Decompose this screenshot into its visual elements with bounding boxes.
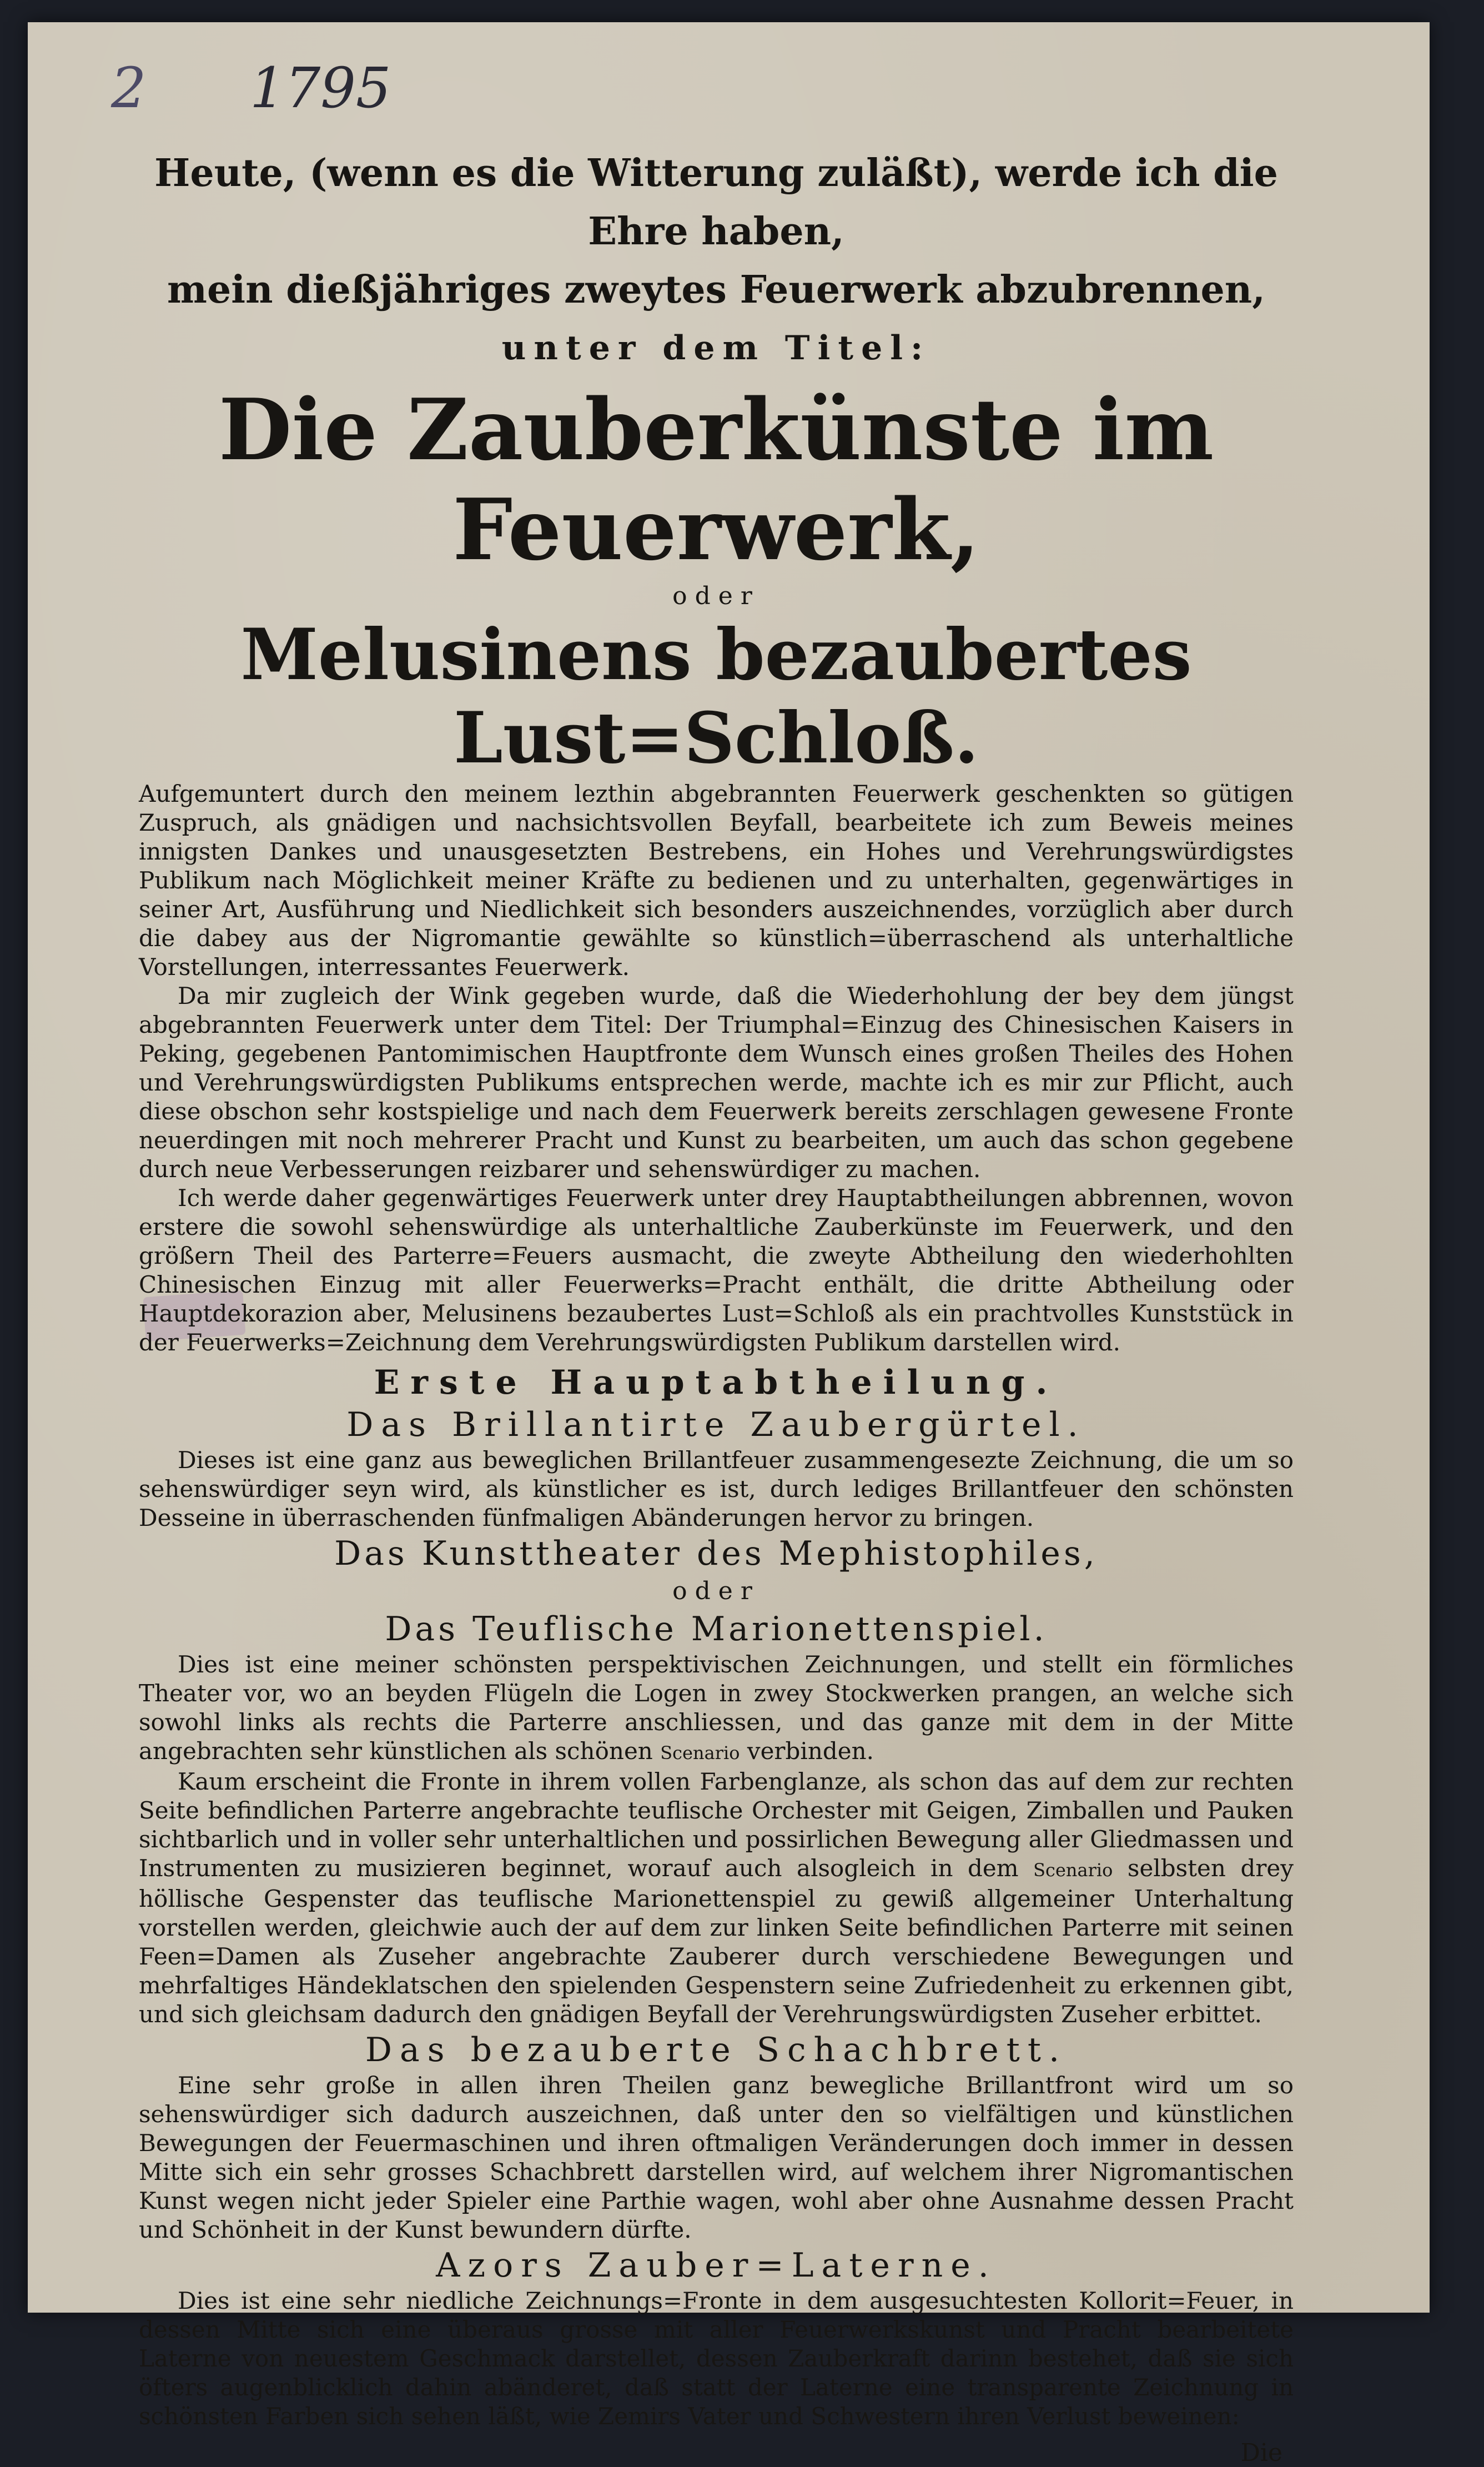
header-line-3: unter dem Titel: [501,329,931,368]
item-2-subtitle: Das Teuflische Marionettenspiel. [385,1610,1048,1649]
item-2-p2-scenario: Scenario [1033,1860,1113,1881]
item-2-paragraph-2 [139,1767,1294,2029]
intro-paragraph-3: Ich werde daher gegenwärtiges Feuerwerk unter drey Hauptabtheilungen abbrennen, wovon erstere die sowohl sehenswürdige als unterhaltliche Zauberkünste im Feuerwerk, und den größern Theil des Parterre=Feuers ausmacht, die zweyte Abtheilung den wiederhohlten Chinesischen Einzug mit aller Feuerwerks=Pracht enthält, die dritte Abtheilung oder Hauptdekorazion aber, Melusinens bezaubertes Lust=Schloß als ein prachtvolles Kunststück in der Feuerwerks=Zeichnung dem Verehrungswürdigsten Publikum darstellen wird. [139,1184,1294,1356]
item-2-title: Das Kunsttheater des Mephistophiles, [334,1534,1098,1573]
subtitle: Melusinens bezaubertes Lust=Schloß. [240,614,1192,779]
item-4-title: Azors Zauber=Laterne. [436,2246,997,2285]
item-2-p2-text-a: Kaum erscheint die Fronte in ihrem vollen Farbenglanze, als schon das auf dem zur rechten Seite befindlichen Parterre angebrachte teuflische Orchester mit Geigen, Zimballen und Pauken sichtbarlich und in voller sehr unterhaltlichen und possirlichen Bewegung aller Gliedmassen und Instrumenten zu musizieren beginnet, worauf auch alsogleich in dem [139,1768,1294,1882]
title-oder: oder [672,582,760,610]
paper-sheet [28,22,1430,2467]
header-line-1: Heute, (wenn es die Witterung zuläßt), werde ich die Ehre haben, [154,151,1278,254]
document-body [139,144,1294,2467]
item-2-p1-text-b: verbinden. [747,1737,874,1765]
item-3-text: Eine sehr große in allen ihren Theilen ganz bewegliche Brillantfront wird um so sehenswürdiger sich dadurch auszeichnen, daß unter den so vielfältigen und künstlichen Bewegungen der Feuermaschinen und ihren oftmaligen Veränderungen doch immer in dessen Mitte sich ein sehr grosses Schachbrett darstellen wird, auf welchem ihrer Nigromantischen Kunst wegen nicht jeder Spieler eine Parthie wagen, wohl aber ohne Ausnahme dessen Pracht und Schönheit in der Kunst bewundern dürfte. [139,2072,1294,2243]
catchword: Die [1240,2439,1282,2467]
item-4-text: Dies ist eine sehr niedliche Zeichnungs=Fronte in dem ausgesuchtesten Kollorit=Feuer, in dessen Mitte sich eine überaus grosse mit aller Feuerwerkskunst und Pracht bearbeitete Laterne von neuestem Geschmack darstellet, dessen Zauberkraft darinn bestehet, daß sie sich öfters augenblicklich dahin abänderet, daß statt der Laterne eine transparente Zeichnung in schönsten Farben sich sehen läßt, wie Zemirs Vater und Schwestern ihren Verlust beweinen: [139,2287,1294,2430]
section-heading: Erste Hauptabtheilung. [374,1363,1059,1402]
page-number-annotation: 2 [111,56,147,120]
item-1-text: Dieses ist eine ganz aus beweglichen Brillantfeuer zusammengesezte Zeichnung, die um so sehenswürdiger seyn wird, als künstlicher es ist, durch lediges Brillantfeuer den schönsten Desseine in überraschenden fünfmaligen Abänderungen hervor zu bringen. [139,1446,1294,1531]
item-2-paragraph-1 [139,1650,1294,1767]
item-2-p1-scenario: Scenario [660,1742,740,1763]
intro-paragraph-2: Da mir zugleich der Wink gegeben wurde, daß die Wiederhohlung der bey dem jüngst abgebrannten Feuerwerk unter dem Titel: Der Triumphal=Einzug des Chinesischen Kaisers in Peking, gegebenen Pantomimischen Hauptfronte dem Wunsch eines großen Theiles des Hohen und Verehrungswürdigsten Publikums entsprechen werde, machte ich es mir zur Pflicht, auch diese obschon sehr kostspielige und nach dem Feuerwerk bereits zerschlagen gewesene Fronte neuerdingen mit noch mehrerer Pracht und Kunst zu bearbeiten, um auch das schon gegebene durch neue Verbesserungen reizbarer und sehenswürdiger zu machen. [139,982,1294,1183]
header-line-2: mein dießjähriges zweytes Feuerwerk abzubrennen, [167,268,1265,312]
item-2-oder: oder [672,1577,760,1605]
item-2-p1-text-a: Dies ist eine meiner schönsten perspektivischen Zeichnungen, und stellt ein förmliches Theater vor, wo an beyden Flügeln die Logen in zwey Stockwerken prangen, an welche sich sowohl links als rechts die Parterre anschliessen, und das ganze mit dem in der Mitte angebrachten sehr künstlichen als schönen [139,1651,1294,1765]
intro-paragraph-1: Aufgemuntert durch den meinem lezthin abgebrannten Feuerwerk geschenkten so gütigen Zuspruch, als gnädigen und nachsichtsvollen Beyfall, bearbeitete ich zum Beweis meines innigsten Dankes und unausgesetzten Bestrebens, ein Hohes und Verehrungswürdigstes Publikum nach Möglichkeit meiner Kräfte zu bedienen und zu unterhalten, gegenwärtiges in seiner Art, Ausführung und Niedlichkeit sich besonders auszeichnendes, vorzüglich aber durch die dabey aus der Nigromantie gewählte so künstlich=überraschend als unterhaltliche Vorstellungen, interressantes Feuerwerk. [139,780,1294,981]
main-title: Die Zauberkünste im Feuerwerk, [218,380,1214,579]
item-3-title: Das bezauberte Schachbrett. [365,2031,1068,2069]
item-1-title: Das Brillantirte Zaubergürtel. [346,1405,1086,1444]
item-2-p2-text-b: selbsten drey höllische Gespenster das teuflische Marionettenspiel zu gewiß allgemeiner Unterhaltung vorstellen werden, gleichwie auch der auf dem zur linken Seite befindlichen Parterre mit seinen Feen=Damen als Zuseher angebrachte Zauberer durch verschiedene Bewegungen und mehrfaltiges Händeklatschen den spielenden Gespenstern seine Zufriedenheit zu erkennen gibt, und sich gleichsam dadurch den gnädigen Beyfall der Verehrungswürdigsten Zuseher erbittet. [139,1855,1294,2028]
year-annotation: 1795 [250,56,391,120]
